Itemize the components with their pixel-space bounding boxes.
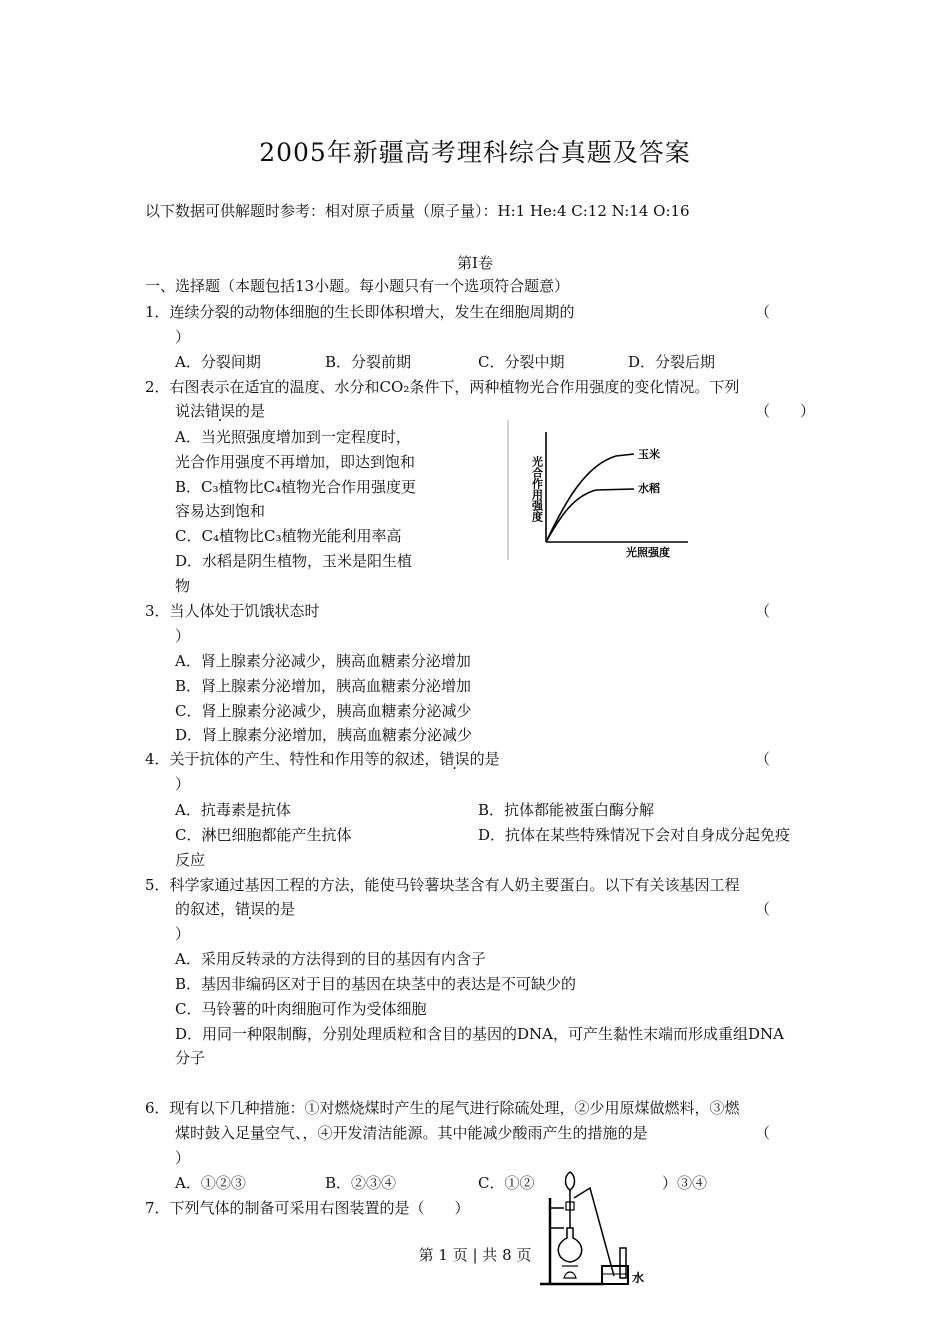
q4-option-d-cont: 反应 bbox=[175, 851, 206, 869]
q2-emphasis: 错误 bbox=[205, 402, 236, 420]
q5-option-c: C．马铃薯的叶肉细胞可作为受体细胞 bbox=[175, 1000, 427, 1018]
q5-bracket-close: ） bbox=[175, 925, 191, 943]
q2-stem-line2 bbox=[175, 400, 265, 421]
q1-option-b: B．分裂前期 bbox=[325, 353, 412, 371]
reference-note: 以下数据可供解题时参考：相对原子质量（原子量）：H:1 He:4 C:12 N:14 O:16 bbox=[145, 202, 690, 220]
q2-bracket: （ ） bbox=[755, 402, 816, 420]
q6-bracket-close: ） bbox=[175, 1149, 191, 1167]
q5-bracket-open: （ bbox=[755, 900, 771, 918]
q4-stem-a: 4．关于抗体的产生、特性和作用等的叙述， bbox=[145, 750, 440, 768]
q2-line: C．C₄植物比C₃植物光能利用率高 bbox=[175, 527, 402, 545]
q5-stem2-a: 的叙述， bbox=[175, 900, 236, 918]
x-axis-label: 光照强度 bbox=[626, 546, 670, 559]
q1-option-d: D．分裂后期 bbox=[628, 353, 716, 371]
volume-heading: 第Ⅰ卷 bbox=[457, 254, 493, 272]
section-heading: 一、选择题（本题包括13小题。每小题只有一个选项符合题意） bbox=[145, 277, 570, 295]
q5-stem2-c: 的是 bbox=[265, 900, 296, 918]
q6-option-d: ）③④ bbox=[662, 1174, 708, 1192]
q1-option-a: A．分裂间期 bbox=[175, 353, 261, 371]
q2-line: A．当光照强度增加到一定程度时， bbox=[175, 428, 411, 446]
y-axis-label: 光合作用强度 bbox=[530, 456, 544, 522]
q7-stem: 7．下列气体的制备可采用右图装置的是（ ） bbox=[145, 1199, 470, 1217]
page-title: 2005年新疆高考理科综合真题及答案 bbox=[259, 138, 691, 167]
q5-option-d: D．用同一种限制酶，分别处理质粒和含目的基因的DNA，可产生黏性末端而形成重组DNA bbox=[175, 1025, 784, 1043]
q2-line: B．C₃植物比C₄植物光合作用强度更 bbox=[175, 478, 417, 496]
q4-stem-c: 的是 bbox=[469, 750, 500, 768]
q6-stem: 6．现有以下几种措施：①对燃烧煤时产生的尾气进行除硫处理，②少用原煤做燃料，③燃 bbox=[145, 1099, 740, 1117]
corn-curve bbox=[546, 454, 634, 542]
q2-stem2-c: 的是 bbox=[235, 402, 266, 420]
q3-option-c: C．肾上腺素分泌减少，胰高血糖素分泌减少 bbox=[175, 702, 472, 720]
photosynthesis-figure bbox=[506, 420, 692, 562]
q6-bracket-open: （ bbox=[755, 1124, 771, 1142]
q3-bracket-close: ） bbox=[175, 627, 191, 645]
q5-stem-line2 bbox=[175, 898, 295, 919]
q4-emphasis: 错误 bbox=[439, 750, 470, 768]
q3-option-b: B．肾上腺素分泌增加，胰高血糖素分泌增加 bbox=[175, 677, 472, 695]
q4-bracket-close: ） bbox=[175, 775, 191, 793]
q2-line: 物 bbox=[175, 577, 191, 595]
q5-stem: 5．科学家通过基因工程的方法，能使马铃薯块茎含有人奶主要蛋白。以下有关该基因工程 bbox=[145, 876, 740, 894]
q5-option-b: B．基因非编码区对于目的基因在块茎中的表达是不可缺少的 bbox=[175, 975, 577, 993]
q5-emphasis: 错误 bbox=[235, 900, 266, 918]
page-footer: 第 1 页 | 共 8 页 bbox=[418, 1246, 532, 1264]
q1-bracket-open: （ bbox=[755, 303, 771, 321]
q4-bracket-open: （ bbox=[755, 750, 771, 768]
series2-label: 水稻 bbox=[638, 482, 660, 495]
q5-option-d-cont: 分子 bbox=[175, 1049, 206, 1067]
q1-bracket-close: ） bbox=[175, 328, 191, 346]
series1-label: 玉米 bbox=[638, 448, 660, 461]
q4-option-c: C．淋巴细胞都能产生抗体 bbox=[175, 826, 352, 844]
q4-option-a: A．抗毒素是抗体 bbox=[175, 801, 291, 819]
q2-line: 光合作用强度不再增加，即达到饱和 bbox=[175, 453, 416, 471]
q4-stem bbox=[145, 748, 500, 769]
q6-option-c: C．①② bbox=[478, 1174, 535, 1192]
q6-option-a: A．①②③ bbox=[175, 1174, 246, 1192]
q6-stem-line2: 煤时鼓入足量空气、，④开发清洁能源。其中能减少酸雨产生的措施的是 bbox=[175, 1124, 648, 1142]
q2-line: D．水稻是阴生植物，玉米是阳生植 bbox=[175, 552, 413, 570]
q6-option-b: B．②③④ bbox=[325, 1174, 397, 1192]
water-label: 水 bbox=[632, 1271, 645, 1285]
q1-option-c: C．分裂中期 bbox=[478, 353, 565, 371]
q5-option-a: A．采用反转录的方法得到的目的基因有内含子 bbox=[175, 950, 486, 968]
q4-option-b: B．抗体都能被蛋白酶分解 bbox=[478, 801, 655, 819]
gas-apparatus-figure bbox=[534, 1168, 658, 1294]
q3-bracket-open: （ bbox=[755, 602, 771, 620]
q3-option-d: D．肾上腺素分泌增加，胰高血糖素分泌减少 bbox=[175, 726, 473, 744]
q4-option-d: D．抗体在某些特殊情况下会对自身成分起免疫 bbox=[478, 826, 791, 844]
q3-option-a: A．肾上腺素分泌减少，胰高血糖素分泌增加 bbox=[175, 652, 471, 670]
q2-stem2-a: 说法 bbox=[175, 402, 206, 420]
q2-line: 容易达到饱和 bbox=[175, 502, 266, 520]
q3-stem: 3．当人体处于饥饿状态时 bbox=[145, 602, 320, 620]
q1-stem: 1．连续分裂的动物体细胞的生长即体积增大，发生在细胞周期的 bbox=[145, 303, 575, 321]
q2-stem: 2．右图表示在适宜的温度、水分和CO₂条件下，两种植物光合作用强度的变化情况。下列 bbox=[145, 378, 740, 396]
